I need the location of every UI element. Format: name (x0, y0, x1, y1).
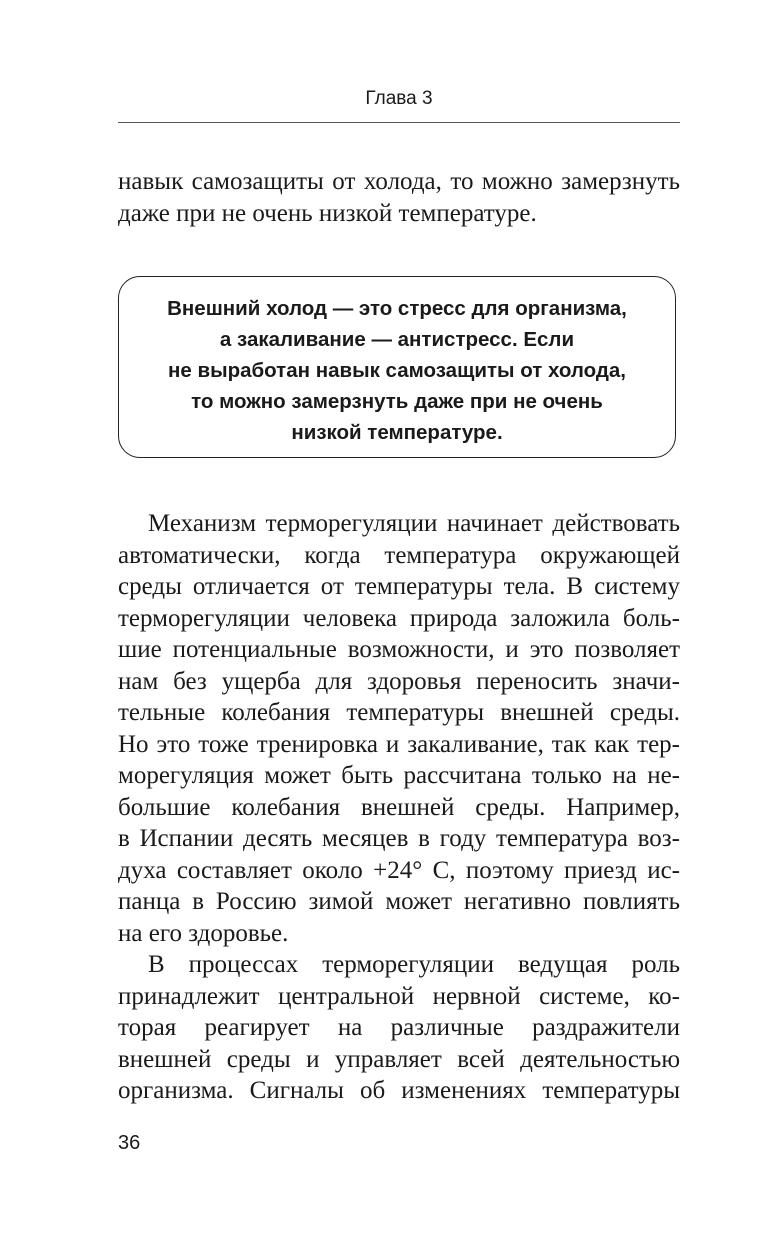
text-line: автоматически, когда температура окружающей (118, 541, 680, 569)
page-number: 36 (118, 1132, 141, 1154)
text-line: тельные колебания температуры внешней среды. (118, 699, 680, 726)
callout-box (118, 276, 676, 458)
callout-line: не выработан навык самозащиты от холода, (168, 359, 626, 382)
paragraph-2 (118, 949, 680, 1107)
text-line: морегуляция может быть рассчитана только на не- (118, 762, 680, 789)
text-line: терморегуляции человека природа заложила боль- (118, 604, 680, 632)
callout-line: а закаливание — антистресс. Если (219, 328, 575, 351)
header-divider (118, 122, 680, 123)
text-line: организма. Сигналы об изменениях температуры (118, 1077, 680, 1104)
text-line: в Испании десять месяцев в году температура воз- (118, 825, 680, 852)
text-line: Механизм терморегуляции начинает действовать (148, 510, 680, 537)
text-line: духа составляет около +24° С, поэтому приезд ис- (118, 856, 680, 884)
text-line: внешней среды и управляет всей деятельностью (118, 1045, 680, 1073)
text-line: среды отличается от температуры тела. В систему (118, 573, 680, 600)
text-line: нам без ущерба для здоровья переносить значи- (118, 667, 680, 695)
continuation-text (118, 166, 680, 229)
main-text (118, 508, 680, 1107)
text-line: торая реагирует на различные раздражители (118, 1014, 680, 1041)
text-line: большие колебания внешней среды. Например, (118, 793, 680, 821)
text-line: принадлежит центральной нервной системе, ко- (118, 982, 680, 1010)
text-line: навык самозащиты от холода, то можно замерзнуть (118, 168, 680, 195)
callout-line: Внешний холод — это стресс для организма, (167, 297, 627, 320)
callout-text (119, 293, 675, 448)
text-line: шие потенциальные возможности, и это позволяет (118, 636, 680, 663)
running-header: Глава 3 (365, 88, 433, 109)
text-line: на его здоровье. (118, 919, 289, 947)
text-line: панца в Россию зимой может негативно повлиять (118, 888, 680, 915)
callout-line: низкой температуре. (291, 421, 503, 444)
text-line: В процессах терморегуляции ведущая роль (148, 951, 680, 978)
text-line: даже при не очень низкой температуре. (118, 199, 537, 227)
paragraph-1 (118, 508, 680, 949)
text-line: Но это тоже тренировка и закаливание, так как тер- (118, 730, 680, 758)
callout-line: то можно замерзнуть даже при не очень (191, 390, 603, 413)
